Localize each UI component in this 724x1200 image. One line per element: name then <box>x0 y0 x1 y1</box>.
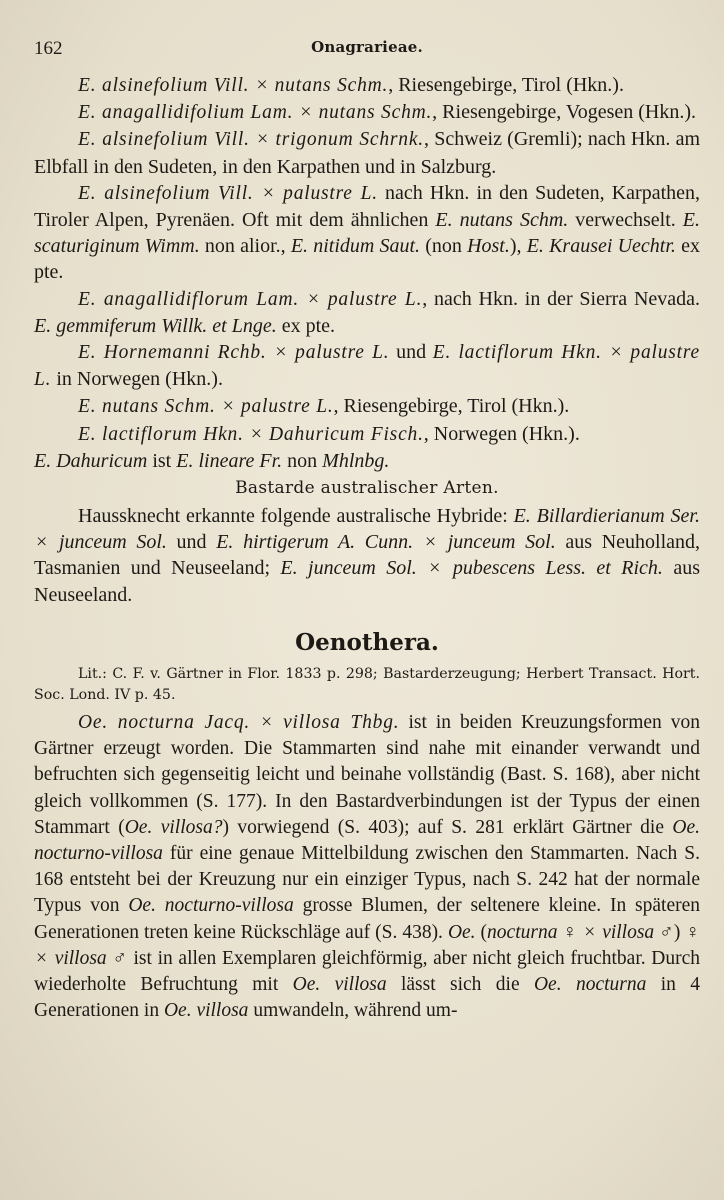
entry-text: , Norwegen (Hkn.). <box>423 422 580 445</box>
entry-text: für eine genaue Mittelbildung zwischen den Stammarten. Nach S. 168 entsteht bei der Kreuzung nur ein einziger Typus, nach S. 242 hat der normale Typus von <box>34 843 700 917</box>
species-name: villosa Thbg. <box>283 712 400 734</box>
cross-symbol: × <box>257 128 269 151</box>
entry-text: in 4 Generationen in <box>34 974 701 1022</box>
entry-text: ist in beiden Kreuzungsformen von Gärtner erzeugt worden. Die Stammarten sind nahe mit einander verwandt und befruchten sich gegenseitig leicht und beinahe vollständig (Bast. S. 168), aber nicht gleich vollkommen (S. 177). In den Bastardverbindungen ist der Typus der einen Stammart ( <box>34 712 701 838</box>
cross-symbol: × <box>256 74 268 96</box>
male-female-symbols: ♂) ♀ <box>654 921 701 943</box>
page-number: 162 <box>34 38 63 59</box>
entry-text: und <box>166 531 217 554</box>
entry-text: non <box>282 449 323 472</box>
entry-text: grosse Blumen, der seltenere kleine. In späteren Generationen treten keine Rückschläge auf (S. 438). <box>34 895 701 943</box>
cross-symbol: × <box>250 422 263 445</box>
entry-text: ), <box>509 235 527 258</box>
cross-symbol: × <box>275 341 287 364</box>
entry-text: ( <box>475 921 488 943</box>
literature-reference: Lit.: C. F. v. Gärtner in Flor. 1833 p. 298; Bastarderzeugung; Herbert Transact. Hort. Soc. Lond. IV p. 45. <box>34 666 700 704</box>
species-name: nocturna <box>487 921 558 943</box>
cross-symbol: × <box>610 341 622 364</box>
entry-text: umwandeln, während um- <box>248 1000 458 1022</box>
species-name: palustre L. <box>327 288 423 310</box>
species-name: Oe. nocturno-villosa <box>34 816 700 865</box>
species-name: E. nitidum Saut. <box>290 235 421 258</box>
hybrid-entry <box>34 339 700 393</box>
species-name: E. nutans Schm. <box>435 209 569 232</box>
cross-symbol: × <box>584 921 596 943</box>
entry-text: Haussknecht erkannte folgende australische Hybride: <box>78 505 514 528</box>
species-name: Oe. villosa <box>292 974 387 996</box>
entry-text: non alior., <box>199 235 291 258</box>
entry-text: , Riesengebirge, Vogesen (Hkn.). <box>432 101 697 124</box>
species-name: trigonum Schrnk. <box>275 129 424 151</box>
entry-text: , Riesengebirge, Tirol (Hkn.). <box>333 395 570 418</box>
entry-text: aus Neuholland, Tasmanien und Neuseeland; <box>34 531 700 580</box>
species-name: E. alsinefolium Vill. <box>78 182 254 204</box>
species-name: E. lactiflorum Hkn. <box>78 423 244 445</box>
hybrid-entry <box>34 180 700 286</box>
entry-text: in Norwegen (Hkn.). <box>51 368 223 391</box>
cross-symbol: × <box>429 557 441 580</box>
entry-text: (non <box>420 235 468 258</box>
hybrid-entry <box>34 421 700 448</box>
cross-symbol: × <box>222 395 234 418</box>
entry-text: verwechselt. <box>568 209 683 232</box>
female-symbol: ♀ <box>557 921 583 943</box>
entry-text: nach Hkn. in den Sudeten, Karpathen, Tiroler Alpen, Pyrenäen. Oft mit dem ähnlichen <box>34 181 701 232</box>
species-name: palustre L. <box>34 342 701 391</box>
synonym-note <box>34 448 700 474</box>
species-name: palustre L. <box>295 342 390 364</box>
entry-text: und <box>389 341 433 364</box>
species-name: E. junceum Sol. <box>280 557 417 580</box>
species-name: E. anagallidiflorum Lam. <box>78 288 300 310</box>
australian-hybrids-paragraph <box>34 503 700 608</box>
page-header <box>34 28 700 72</box>
cross-symbol: × <box>261 712 273 734</box>
hybrid-entry <box>34 286 700 339</box>
species-name: E. lactiflorum Hkn. <box>432 342 602 364</box>
species-name: E. hirtigerum A. Cunn. <box>216 531 414 554</box>
author-name: Host. <box>467 235 510 258</box>
cross-symbol: × <box>36 531 48 554</box>
species-name: villosa <box>54 947 107 969</box>
species-name: palustre L. <box>283 182 378 204</box>
species-name: E. Hornemanni Rchb. <box>78 342 267 364</box>
entry-text: ist <box>147 449 177 472</box>
species-name: villosa <box>602 921 655 943</box>
entry-text: , Riesengebirge, Tirol (Hkn.). <box>388 74 624 96</box>
species-name: nutans Schm. <box>274 75 389 96</box>
entry-text: , nach Hkn. in der Sierra Nevada. <box>422 287 701 310</box>
page-body <box>34 72 700 1025</box>
entry-text: ) vorwiegend (S. 403); auf S. 281 erklärt Gärtner die <box>222 816 673 838</box>
species-name: Oe. nocturna <box>533 974 647 996</box>
species-name: E. nutans Schm. <box>78 396 216 418</box>
hybrid-entry <box>34 99 700 126</box>
male-symbol: ♂ <box>106 947 128 969</box>
running-head: Onagrarieae. <box>311 38 423 56</box>
species-name: Oe. nocturna Jacq. <box>78 712 251 734</box>
species-name: E. anagallidifolium Lam. <box>78 102 294 124</box>
species-name: pubescens Less. et Rich. <box>452 557 663 580</box>
cross-symbol: × <box>300 101 312 124</box>
cross-symbol: × <box>262 181 275 204</box>
species-name: E. scaturiginum Wimm. <box>34 209 700 258</box>
entry-text: lässt sich die <box>386 974 534 996</box>
species-name: junceum Sol. <box>447 531 556 554</box>
species-name: E. Krausei Uechtr. <box>526 235 676 258</box>
species-name: Oe. villosa <box>163 1000 249 1022</box>
species-name: Oe. <box>447 921 476 943</box>
species-name: E. gemmiferum Willk. et Lnge. <box>34 314 277 337</box>
species-name: junceum Sol. <box>58 531 167 554</box>
entry-text: ex pte. <box>276 314 336 337</box>
entry-text: , Schweiz (Gremli); nach Hkn. am Elbfall in den Sudeten, in den Karpathen und in Salzburg. <box>34 128 701 178</box>
entry-text: aus Neuseeland. <box>34 557 700 606</box>
species-name: palustre L. <box>240 396 334 418</box>
species-name: E. Dahuricum <box>34 449 148 472</box>
entry-text: ist in allen Exemplaren gleichförmig, aber nicht gleich fruchtbar. Durch wiederholte Befruchtung mit <box>34 947 701 996</box>
entry-text: ex pte. <box>34 235 700 284</box>
cross-symbol: × <box>307 287 320 310</box>
species-name: Dahuricum Fisch. <box>269 423 424 445</box>
species-name: nutans Schm. <box>318 102 433 124</box>
species-name: E. Billardierianum Ser. <box>513 505 701 528</box>
oenothera-paragraph <box>34 710 700 1024</box>
cross-symbol: × <box>36 947 47 969</box>
species-name: E. lineare Fr. <box>176 449 283 472</box>
hybrid-entry <box>34 126 700 179</box>
author-name: Mhlnbg. <box>322 449 390 472</box>
species-name: E. alsinefolium Vill. <box>78 75 250 96</box>
section-heading: Bastarde australischer Arten. <box>235 478 499 499</box>
hybrid-entry <box>34 393 700 420</box>
cross-symbol: × <box>424 531 437 554</box>
genus-title: Oenothera. <box>295 628 439 656</box>
species-name: Oe. villosa? <box>124 816 223 838</box>
species-name: E. alsinefolium Vill. <box>78 129 250 151</box>
species-name: Oe. nocturno-villosa <box>128 895 294 917</box>
hybrid-entry <box>34 72 700 99</box>
